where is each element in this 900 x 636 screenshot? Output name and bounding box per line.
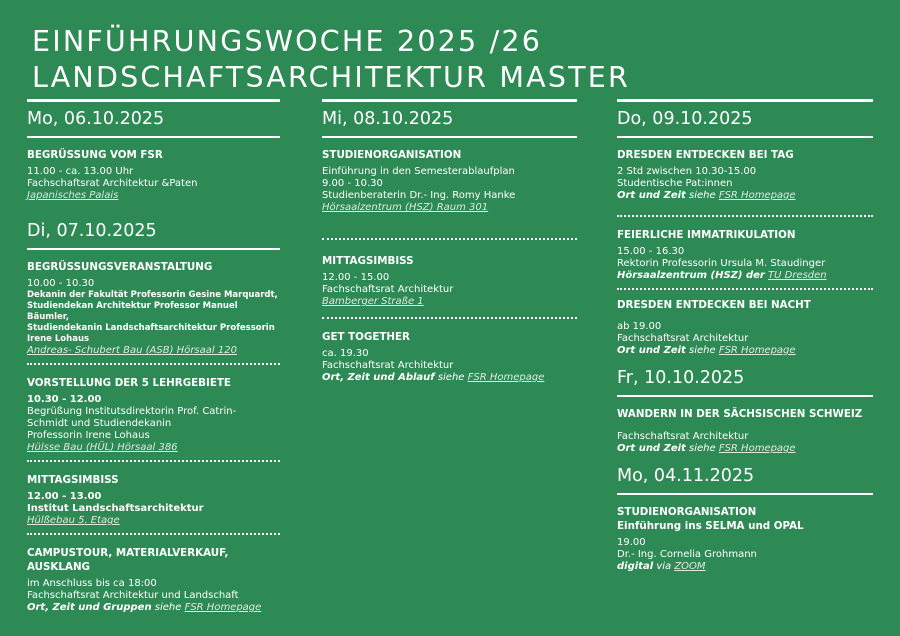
event-info [322,372,577,384]
speaker-line: Studiendekanin Landschaftsarchitektur Professorin [27,323,275,333]
info-label: Ort, Zeit und Gruppen [27,602,152,613]
day-heading-november: Mo, 04.11.2025 [617,459,873,495]
event-time: ab 19.00 [617,321,662,332]
info-siehe: siehe [151,602,185,613]
speaker-line: Studiendekan Architektur Professor Manuel Bäumler, [27,301,238,322]
info-label: Ort und Zeit [617,443,686,454]
event-title: DRESDEN ENTDECKEN BEI TAG [617,149,794,161]
day-heading-monday: Mo, 06.10.2025 [27,102,280,138]
event-title: DRESDEN ENTDECKEN BEI NACHT [617,299,811,311]
event-organizer: Rektorin Professorin Ursula M. Staudinger [617,258,826,269]
event-title: VORSTELLUNG DER 5 LEHRGEBIETE [27,377,231,389]
event-subtitle: Einführung ins SELMA und OPAL [617,520,804,532]
fsr-homepage-link[interactable]: FSR Homepage [718,190,796,201]
event-begruessung-fsr [27,138,280,202]
event-organizer: Fachschaftsrat Architektur &Paten [27,178,198,189]
info-via: via [653,561,675,572]
event-organizer: Studentische Pat:innen [617,178,733,189]
column-wednesday [322,99,577,384]
tu-dresden-link[interactable]: TU Dresden [768,270,827,281]
info-label: Ort, Zeit und Ablauf [322,372,435,383]
event-title: MITTAGSIMBISS [27,474,119,486]
day-heading-friday: Fr, 10.10.2025 [617,361,873,397]
event-info [617,443,873,455]
event-speaker-line: Professorin Irene Lohaus [27,430,150,441]
event-time: 2 Std zwischen 10.30-15.00 [617,166,757,177]
event-info [27,602,280,614]
info-label: Hörsaalzentrum (HSZ) der [617,270,765,281]
day-heading-thursday: Do, 09.10.2025 [617,102,873,138]
info-siehe: siehe [685,345,719,356]
column-thursday-friday-november [617,99,873,573]
event-studienorganisation-november [617,495,873,573]
event-time: 9.00 - 10.30 [322,178,383,189]
info-siehe: siehe [685,190,719,201]
event-title: GET TOGETHER [322,331,410,343]
info-label: Ort und Zeit [617,190,686,201]
column-monday-tuesday [27,99,280,614]
event-organizer: Studienberaterin Dr.- Ing. Romy Hanke [322,190,516,201]
event-info [617,561,873,573]
event-dresden-bei-nacht [617,290,873,357]
event-time: im Anschluss bis ca 18:00 [27,578,157,589]
event-title: WANDERN IN DER SÄCHSISCHEN SCHWEIZ [617,408,863,420]
fsr-homepage-link[interactable]: FSR Homepage [467,372,545,383]
event-time: 19.00 [617,537,646,548]
event-title: FEIERLICHE IMMATRIKULATION [617,229,796,241]
event-info [617,270,873,282]
location-link-japanisches-palais[interactable]: Japanisches Palais [27,190,119,201]
location-link-huelssebau[interactable]: Hülßebau 5. Etage [27,515,120,526]
location-link-asb[interactable]: Andreas- Schubert Bau (ASB) Hörsaal 120 [27,345,237,356]
event-dresden-bei-tag [617,138,873,202]
event-title: STUDIENORGANISATION [322,149,462,161]
event-speakers [27,290,280,345]
event-organizer: Fachschaftsrat Architektur und Landschaft [27,590,239,601]
event-time: ca. 19.30 [322,348,369,359]
event-organizer: Fachschaftsrat Architektur [322,360,454,371]
location-link-bamberger-strasse[interactable]: Bamberger Straße 1 [322,296,424,307]
event-time: 10.30 - 12.00 [27,394,102,405]
event-title: BEGRÜSSUNGSVERANSTALTUNG [27,261,213,273]
day-heading-tuesday: Di, 07.10.2025 [27,214,280,250]
speaker-line: Dekanin der Fakultät Professorin Gesine Marquardt, [27,290,278,300]
location-link-huelsse-bau[interactable]: Hülsse Bau (HÜL) Hörsaal 386 [27,442,178,453]
fsr-homepage-link[interactable]: FSR Homepage [718,345,796,356]
event-description: Einführung in den Semesterablaufplan [322,166,515,177]
event-wandern [617,397,873,455]
info-label: Ort und Zeit [617,345,686,356]
event-mittagsimbiss-tuesday [27,462,280,535]
event-organizer: Fachschaftsrat Architektur [617,431,749,442]
event-campustour [27,535,280,614]
zoom-link[interactable]: ZOOM [674,561,706,572]
event-get-together [322,319,577,384]
title-line-1: EINFÜHRUNGSWOCHE 2025 /26 [32,25,543,58]
event-time: 12.00 - 13.00 [27,491,102,502]
event-time: 15.00 - 16.30 [617,246,685,257]
event-time: 10.00 - 10.30 [27,278,95,289]
event-info [617,345,873,357]
event-title: CAMPUSTOUR, MATERIALVERKAUF, AUSKLANG [27,547,229,573]
info-label: digital [617,561,654,572]
event-lehrgebiete [27,365,280,462]
event-info [617,190,873,202]
event-time: 11.00 - ca. 13.00 Uhr [27,166,134,177]
event-organizer: Institut Landschaftsarchitektur [27,503,204,514]
fsr-homepage-link[interactable]: FSR Homepage [718,443,796,454]
event-speaker-line: Schmidt und Studiendekanin [27,418,172,429]
event-title: BEGRÜSSUNG VOM FSR [27,149,163,161]
day-heading-wednesday: Mi, 08.10.2025 [322,102,577,138]
event-studienorganisation-wednesday [322,138,577,214]
event-time: 12.00 - 15.00 [322,272,390,283]
info-siehe: siehe [685,443,719,454]
event-begruessungsveranstaltung [27,250,280,365]
event-speaker-line: Begrüßung Institutsdirektorin Prof. Catrin- [27,406,237,417]
info-siehe: siehe [434,372,468,383]
event-organizer: Fachschaftsrat Architektur [617,333,749,344]
event-organizer: Fachschaftsrat Architektur [322,284,454,295]
event-mittagsimbiss-wednesday [322,240,577,308]
page-title [32,24,630,96]
event-organizer: Dr.- Ing. Cornelia Grohmann [617,549,757,560]
location-link-hsz-301[interactable]: Hörsaalzentrum (HSZ) Raum 301 [322,202,489,213]
speaker-line: Irene Lohaus [27,334,90,344]
event-immatrikulation [617,217,873,282]
fsr-homepage-link[interactable]: FSR Homepage [184,602,262,613]
event-title: MITTAGSIMBISS [322,255,414,267]
title-line-2: LANDSCHAFTSARCHITEKTUR MASTER [32,61,630,94]
event-title: STUDIENORGANISATION [617,506,757,518]
